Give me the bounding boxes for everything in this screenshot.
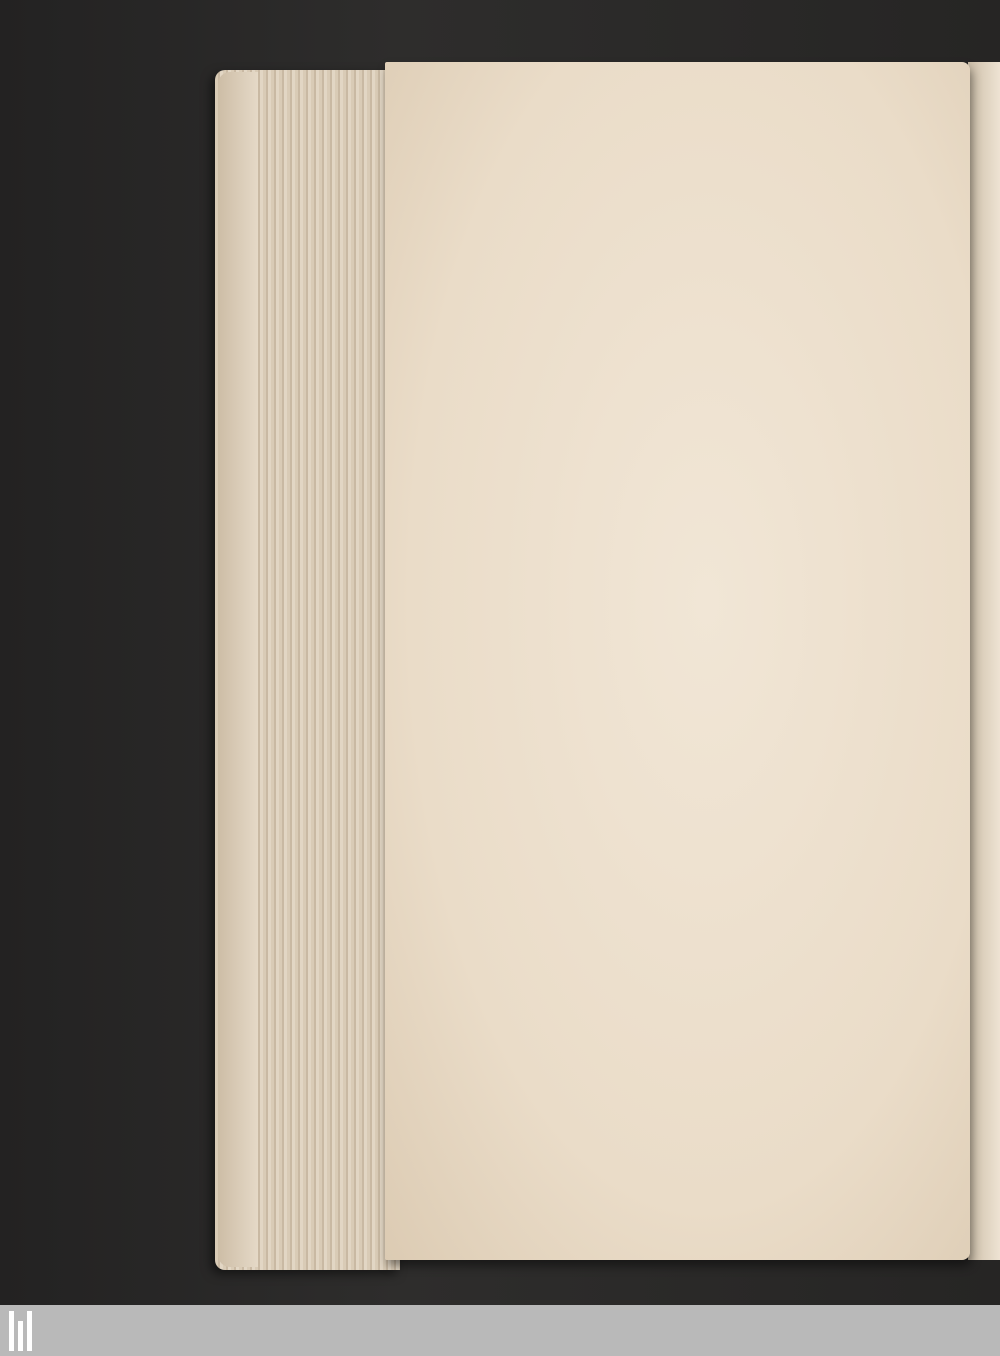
book-page [385,62,970,1260]
section-heading [486,150,960,196]
library-footer [0,1305,1000,1356]
library-logo-icon [9,1311,49,1351]
book-cover [218,72,258,1267]
page-text [486,112,960,204]
facing-page [968,62,1000,1260]
running-header [486,112,960,148]
